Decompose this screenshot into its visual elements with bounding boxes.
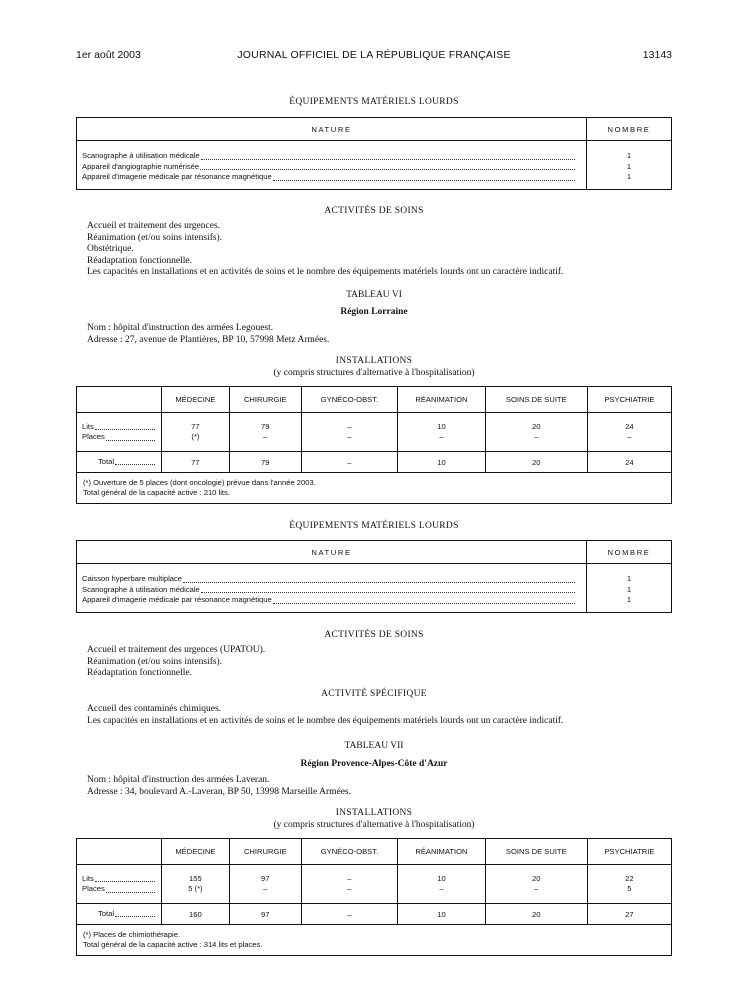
activities-title-vi: ACTIVITÉS DE SOINS xyxy=(324,630,424,640)
header-page-number: 13143 xyxy=(642,49,672,61)
hospital-name: Nom : hôpital d'instruction des armées Legouest. xyxy=(87,323,274,333)
total-value: 27 xyxy=(587,904,671,925)
cell-value: (*) xyxy=(191,432,200,441)
header-journal-title: JOURNAL OFFICIEL DE LA RÉPUBLIQUE FRANÇAISE xyxy=(237,49,511,61)
equipment-table-vi xyxy=(76,540,672,613)
specific-activity-block xyxy=(87,704,563,727)
installations-subtitle-vii: (y compris structures d'alternative à l'hospitalisation) xyxy=(273,820,475,830)
cell-value: – xyxy=(534,432,539,441)
table-row: Appareil d'imagerie médicale par résonance magnétique xyxy=(77,172,586,183)
col-nature: NATURE xyxy=(77,541,587,564)
col-chirurgie: CHIRURGIE xyxy=(229,387,301,413)
cell-value: – xyxy=(627,432,632,441)
cell-value: 79 xyxy=(261,421,270,431)
tableau-vii-region: Région Provence-Alpes-Côte d'Azur xyxy=(300,759,448,769)
table-footnote xyxy=(77,473,672,504)
activity-item: Accueil et traitement des urgences. xyxy=(87,221,221,231)
table-row: Caisson hyperbare multiplace xyxy=(77,574,586,585)
installations-title-vii: INSTALLATIONS xyxy=(335,808,413,818)
table-row: Appareil d'imagerie médicale par résonance magnétique xyxy=(77,595,586,606)
row-value: 1 xyxy=(626,172,632,181)
total-value: 97 xyxy=(229,904,301,925)
total-value: 20 xyxy=(485,452,587,473)
cell-value: – xyxy=(263,432,268,441)
specific-activity: Accueil des contaminés chimiques. xyxy=(87,704,222,714)
cell-value: 22 xyxy=(625,873,634,883)
indicative-note: Les capacités en installations et en activités de soins et le nombre des équipements matériels lourds ont un caractère indicatif. xyxy=(87,715,564,726)
footnote-line: (*) Ouverture de 5 places (dont oncologie) prévue dans l'année 2003. xyxy=(83,478,316,487)
activity-item: Réadaptation fonctionnelle. xyxy=(87,255,192,266)
cell-value: 20 xyxy=(532,421,541,431)
table-footnote xyxy=(77,925,672,956)
cell-value: 5 xyxy=(627,884,632,893)
total-value: 24 xyxy=(587,452,671,473)
total-value: 10 xyxy=(398,452,486,473)
row-value: 1 xyxy=(626,595,632,604)
tableau-vii-address-block xyxy=(87,775,351,798)
activity-item: Accueil et traitement des urgences (UPATOU). xyxy=(87,645,266,655)
col-soins-suite: SOINS DE SUITE xyxy=(485,839,587,865)
tableau-vii-title: TABLEAU VII xyxy=(344,741,404,751)
installations-table-vii xyxy=(76,838,672,956)
row-label-lits: Lits xyxy=(82,873,94,883)
row-value: 1 xyxy=(626,151,632,160)
table-row: Appareil d'angiographie numérisée xyxy=(77,162,586,173)
tableau-vi-region: Région Lorraine xyxy=(340,307,408,317)
cell-value: 155 xyxy=(189,873,202,883)
cell-value: – xyxy=(439,884,444,893)
col-gyneco: GYNÉCO-OBST. xyxy=(301,839,397,865)
activities-list-a xyxy=(87,221,563,279)
row-value: 1 xyxy=(626,161,632,171)
row-value: 1 xyxy=(626,584,632,594)
equipment-title-vi: ÉQUIPEMENTS MATÉRIELS LOURDS xyxy=(289,521,459,531)
activity-item: Réanimation (et/ou soins intensifs). xyxy=(87,656,223,667)
total-value: – xyxy=(301,452,397,473)
footnote-line: Total général de la capacité active : 210 lits. xyxy=(83,488,230,497)
col-reanimation: RÉANIMATION xyxy=(398,387,486,413)
row-label-places: Places xyxy=(82,884,105,893)
cell-value: – xyxy=(534,884,539,893)
row-label-lits: Lits xyxy=(82,421,94,431)
cell-value: – xyxy=(263,884,268,893)
cell-value: 20 xyxy=(532,873,541,883)
cell-value: – xyxy=(347,884,352,893)
activity-item: Réadaptation fonctionnelle. xyxy=(87,668,192,679)
hospital-address: Adresse : 27, avenue de Plantières, BP 10, 57998 Metz Armées. xyxy=(87,334,330,345)
col-nature: NATURE xyxy=(77,118,587,141)
total-value: – xyxy=(301,904,397,925)
equipment-table-a xyxy=(76,117,672,190)
footnote-line: Total général de la capacité active : 314 lits et places. xyxy=(83,940,263,949)
col-medecine: MÉDECINE xyxy=(162,387,230,413)
cell-value: – xyxy=(347,873,352,883)
indicative-note: Les capacités en installations et en activités de soins et le nombre des équipements matériels lourds ont un caractère indicatif. xyxy=(87,267,564,278)
cell-value: 10 xyxy=(437,873,446,883)
table-row: Scanographe à utilisation médicale xyxy=(77,585,586,596)
cell-value: 5 (*) xyxy=(188,884,203,893)
cell-value: 77 xyxy=(191,421,200,431)
total-value: 77 xyxy=(162,452,230,473)
equipment-title-a: ÉQUIPEMENTS MATÉRIELS LOURDS xyxy=(289,97,459,107)
total-value: 160 xyxy=(162,904,230,925)
cell-value: 24 xyxy=(625,421,634,431)
cell-value: – xyxy=(439,432,444,441)
cell-value: 10 xyxy=(437,421,446,431)
activities-title-a: ACTIVITÉS DE SOINS xyxy=(324,206,424,216)
cell-value: – xyxy=(347,421,352,431)
row-label-total: Total xyxy=(98,456,115,466)
activity-item: Réanimation (et/ou soins intensifs). xyxy=(87,232,223,243)
col-medecine: MÉDECINE xyxy=(162,839,230,865)
total-value: 20 xyxy=(485,904,587,925)
total-value: 79 xyxy=(229,452,301,473)
specific-activity-title: ACTIVITÉ SPÉCIFIQUE xyxy=(321,689,427,699)
cell-value: – xyxy=(347,432,352,441)
col-gyneco: GYNÉCO-OBST. xyxy=(301,387,397,413)
row-label-total: Total xyxy=(98,908,115,918)
tableau-vi-address-block xyxy=(87,323,329,346)
header-date: 1er août 2003 xyxy=(76,49,141,61)
hospital-address: Adresse : 34, boulevard A.-Laveran, BP 50, 13998 Marseille Armées. xyxy=(87,786,352,797)
installations-title-vi: INSTALLATIONS xyxy=(335,356,413,366)
row-label-places: Places xyxy=(82,432,105,441)
hospital-name: Nom : hôpital d'instruction des armées Laveran. xyxy=(87,775,270,785)
col-chirurgie: CHIRURGIE xyxy=(229,839,301,865)
activities-list-vi xyxy=(87,645,265,680)
activity-item: Obstétrique. xyxy=(87,244,134,255)
total-value: 10 xyxy=(398,904,486,925)
col-reanimation: RÉANIMATION xyxy=(398,839,486,865)
row-value: 1 xyxy=(626,574,632,583)
installations-subtitle-vi: (y compris structures d'alternative à l'hospitalisation) xyxy=(273,368,475,378)
installations-table-vi xyxy=(76,386,672,504)
tableau-vi-title: TABLEAU VI xyxy=(346,290,402,300)
col-nombre: NOMBRE xyxy=(587,118,672,141)
table-row: Scanographe à utilisation médicale xyxy=(77,151,586,162)
footnote-line: (*) Places de chimiothérapie. xyxy=(83,930,181,939)
cell-value: 97 xyxy=(261,873,270,883)
col-soins-suite: SOINS DE SUITE xyxy=(485,387,587,413)
col-psychiatrie: PSYCHIATRIE xyxy=(587,839,671,865)
col-nombre: NOMBRE xyxy=(587,541,672,564)
col-psychiatrie: PSYCHIATRIE xyxy=(587,387,671,413)
